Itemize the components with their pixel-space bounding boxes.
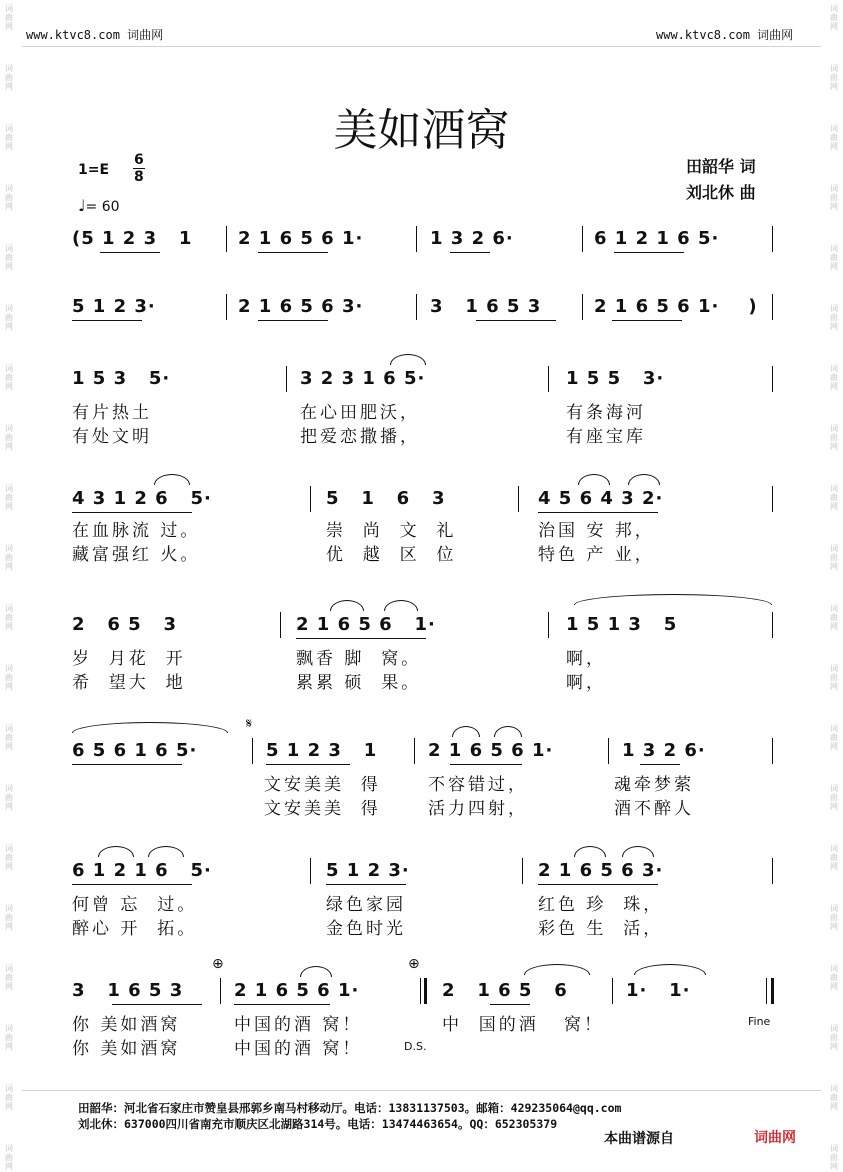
watermark-text: 词 曲 网: [5, 784, 13, 811]
slur-arc: [148, 846, 184, 857]
measure: 5 1 2 3·: [72, 296, 156, 317]
watermark-text: 词 曲 网: [5, 1144, 13, 1171]
composer-credit: 刘北休 曲: [686, 183, 756, 202]
repeat-barline: [420, 978, 421, 1004]
watermark-text: 词 曲 网: [5, 4, 13, 31]
lyric-verse2: 啊，: [566, 673, 606, 693]
watermark-text: 词 曲 网: [5, 184, 13, 211]
lyric-verse1: 文安美美 得: [264, 775, 381, 795]
measure: 2 1 6 5 6 3·: [238, 296, 364, 317]
lyric-verse2: 藏富强红 火。: [72, 545, 201, 565]
watermark-text: 词 曲 网: [830, 904, 838, 931]
watermark-text: 词 曲 网: [5, 724, 13, 751]
measure: 2 1 6 5 6 1·: [238, 228, 364, 249]
watermark-text: 词 曲 网: [830, 604, 838, 631]
barline: [772, 738, 773, 764]
lyric-verse2: 酒不醉人: [614, 799, 694, 819]
measure: 2 1 6 5 6 1·: [234, 980, 360, 1001]
measure: (5 1 2 3 1: [72, 228, 193, 249]
composer-contact: 刘北休：637000四川省南充市顺庆区北湖路314号。电话：13474463654。QQ：652305379: [78, 1117, 558, 1131]
measure: 3 1 6 5 3: [72, 980, 184, 1001]
watermark-text: 词 曲 网: [830, 304, 838, 331]
slur-arc: [72, 722, 228, 733]
watermark-text: 词 曲 网: [5, 1024, 13, 1051]
barline: [772, 294, 773, 320]
watermark-text: 词 曲 网: [5, 964, 13, 991]
beam-underline: [538, 884, 658, 885]
watermark-text: 词 曲 网: [5, 424, 13, 451]
lyric-verse2: 特色 产 业，: [538, 545, 655, 565]
measure: 1 5 3 5·: [72, 368, 171, 389]
source-brand-link[interactable]: 词曲网: [754, 1130, 796, 1146]
lyric-verse1: 你 美如酒窝: [72, 1015, 181, 1035]
slur-arc: [578, 474, 610, 485]
meter-numerator: 6: [134, 152, 144, 168]
measure: 5 1 2 3 1: [266, 740, 378, 761]
lyric-verse2: 活力四射，: [428, 799, 528, 819]
lyric-verse2: 醉心 开 拓。: [72, 919, 198, 939]
lyric-verse1: 崇 尚 文 礼: [326, 521, 457, 541]
ds-marking: D.S.: [404, 1040, 427, 1053]
measure: 5 1 2 3·: [326, 860, 410, 881]
lyric-verse1: 红色 珍 珠，: [538, 895, 664, 915]
fine-marking: Fine: [748, 1015, 771, 1028]
header-divider: [22, 46, 821, 47]
measure: 2 1 6 5 6: [442, 980, 568, 1001]
slur-arc: [494, 726, 522, 737]
lyric-verse2: 有处文明: [72, 427, 152, 447]
watermark-text: 词 曲 网: [830, 4, 838, 31]
lyric-verse1: 不容错过，: [428, 775, 528, 795]
slur-arc: [154, 474, 190, 485]
tempo-marking: [78, 196, 120, 215]
barline: [310, 486, 311, 512]
slur-arc: [452, 726, 480, 737]
barline: [582, 294, 583, 320]
key-signature: 1=E: [78, 162, 110, 178]
watermark-text: 词 曲 网: [830, 1024, 838, 1051]
lyric-verse1: 绿色家园: [326, 895, 406, 915]
repeat-barline-thick: [424, 978, 427, 1004]
watermark-text: 词 曲 网: [5, 604, 13, 631]
source-label: 本曲谱源自: [604, 1131, 674, 1147]
barline: [226, 294, 227, 320]
watermark-text: 词 曲 网: [5, 244, 13, 271]
measure: 3 2 3 1 6 5·: [300, 368, 426, 389]
measure: 6 1 2 1 6 5·: [72, 860, 212, 881]
lyric-verse2: 优 越 区 位: [326, 545, 457, 565]
barline: [548, 366, 549, 392]
watermark-text: 词 曲 网: [830, 664, 838, 691]
barline: [772, 612, 773, 638]
barline: [772, 858, 773, 884]
lyric-verse1: 中 国的酒 窝！: [442, 1015, 605, 1035]
header-right-site[interactable]: www.ktvc8.com 词曲网: [656, 28, 794, 42]
lyric-verse2: 中国的酒 窝！: [234, 1039, 363, 1059]
watermark-text: 词 曲 网: [5, 844, 13, 871]
slur-arc: [330, 600, 364, 611]
measure: 2 1 6 5 6 1·: [428, 740, 554, 761]
barline: [608, 738, 609, 764]
lyric-verse1: 魂牵梦萦: [614, 775, 694, 795]
lyric-verse1: 啊，: [566, 649, 606, 669]
lyric-verse1: 在血脉流 过。: [72, 521, 201, 541]
measure: 1 5 1 3 5: [566, 614, 678, 635]
barline: [220, 978, 221, 1004]
watermark-text: 词 曲 网: [830, 244, 838, 271]
beam-underline: [72, 884, 192, 885]
slur-arc: [384, 600, 418, 611]
lyric-verse2: 你 美如酒窝: [72, 1039, 181, 1059]
watermark-text: 词 曲 网: [830, 724, 838, 751]
beam-underline: [612, 320, 682, 321]
slur-arc: [634, 964, 706, 975]
beam-underline: [112, 1004, 202, 1005]
lyric-verse2: 文安美美 得: [264, 799, 381, 819]
beam-underline: [450, 252, 490, 253]
beam-underline: [72, 512, 192, 513]
slur-arc: [574, 846, 606, 857]
lyric-verse2: 金色时光: [326, 919, 406, 939]
lyric-verse1: 岁 月花 开: [72, 649, 186, 669]
beam-underline: [296, 638, 426, 639]
measure: 1 3 2 6·: [430, 228, 514, 249]
watermark-text: 词 曲 网: [830, 184, 838, 211]
watermark-text: 词 曲 网: [5, 484, 13, 511]
final-barline: [766, 978, 767, 1004]
tempo-value: = 60: [85, 199, 120, 215]
quarter-note-icon: ♩: [78, 196, 86, 215]
beam-underline: [258, 320, 328, 321]
measure: 2 1 6 5 6 3·: [538, 860, 664, 881]
barline: [518, 486, 519, 512]
final-barline-thick: [771, 978, 774, 1004]
measure: 5 1 6 3: [326, 488, 446, 509]
right-watermark-strip: [825, 0, 843, 1172]
lyric-verse1: 治国 安 邦，: [538, 521, 655, 541]
lyric-verse1: 中国的酒 窝！: [234, 1015, 363, 1035]
beam-underline: [326, 884, 406, 885]
lyric-verse2: 把爱恋撒播，: [300, 427, 420, 447]
measure: 3 1 6 5 3: [430, 296, 542, 317]
watermark-text: 词 曲 网: [830, 544, 838, 571]
segno-icon: 𝄋: [246, 716, 253, 732]
slur-arc: [300, 966, 332, 977]
measure: 4 3 1 2 6 5·: [72, 488, 212, 509]
lyric-verse2: 彩色 生 活，: [538, 919, 664, 939]
barline: [414, 738, 415, 764]
lyricist-contact: 田韶华：河北省石家庄市赞皇县邢郭乡南马村移动厅。电话：13831137503。邮箱：429235064@qq.com: [78, 1101, 622, 1115]
coda-icon: ⊕: [408, 956, 420, 972]
watermark-text: 词 曲 网: [830, 784, 838, 811]
barline: [416, 226, 417, 252]
barline: [772, 226, 773, 252]
lyric-verse1: 飘香 脚 窝。: [296, 649, 422, 669]
beam-underline: [258, 252, 328, 253]
watermark-text: 词 曲 网: [5, 364, 13, 391]
measure: 6 1 2 1 6 5·: [594, 228, 720, 249]
slur-arc: [622, 846, 654, 857]
watermark-text: 词 曲 网: [830, 964, 838, 991]
watermark-text: 词 曲 网: [830, 484, 838, 511]
watermark-text: 词 曲 网: [5, 64, 13, 91]
lyric-verse2: 希 望大 地: [72, 673, 186, 693]
measure: 6 5 6 1 6 5·: [72, 740, 198, 761]
watermark-text: 词 曲 网: [830, 124, 838, 151]
lyric-verse2: 有座宝库: [566, 427, 646, 447]
watermark-text: 词 曲 网: [830, 1144, 838, 1171]
song-title: 美如酒窝: [333, 105, 510, 156]
beam-underline: [614, 252, 684, 253]
coda-icon: ⊕: [212, 956, 224, 972]
barline: [310, 858, 311, 884]
watermark-text: 词 曲 网: [5, 664, 13, 691]
watermark-text: 词 曲 网: [5, 304, 13, 331]
barline: [548, 612, 549, 638]
slur-arc: [628, 474, 660, 485]
watermark-text: 词 曲 网: [830, 844, 838, 871]
beam-underline: [234, 1004, 330, 1005]
time-signature: [133, 152, 145, 185]
barline: [522, 858, 523, 884]
barline: [416, 294, 417, 320]
barline: [612, 978, 613, 1004]
beam-underline: [72, 764, 182, 765]
barline: [772, 486, 773, 512]
slur-arc: [390, 354, 426, 365]
watermark-text: 词 曲 网: [5, 1084, 13, 1111]
measure: 1 3 2 6·: [622, 740, 706, 761]
left-watermark-strip: [0, 0, 18, 1172]
lyric-verse1: 在心田肥沃，: [300, 403, 420, 423]
header-left-site[interactable]: www.ktvc8.com 词曲网: [26, 28, 164, 42]
beam-underline: [266, 764, 350, 765]
beam-underline: [100, 252, 160, 253]
watermark-text: 词 曲 网: [5, 544, 13, 571]
measure: 2 1 6 5 6 1·: [296, 614, 436, 635]
slur-arc: [574, 594, 772, 605]
watermark-text: 词 曲 网: [830, 1084, 838, 1111]
beam-underline: [476, 320, 556, 321]
beam-underline: [450, 764, 522, 765]
measure: 2 1 6 5 6 1· ): [594, 296, 758, 317]
lyric-verse2: 累累 硕 果。: [296, 673, 422, 693]
lyric-verse1: 有片热土: [72, 403, 152, 423]
measure: 1· 1·: [626, 980, 691, 1001]
measure: 4 5 6 4 3 2·: [538, 488, 664, 509]
slur-arc: [98, 846, 134, 857]
watermark-text: 词 曲 网: [830, 64, 838, 91]
beam-underline: [490, 1004, 530, 1005]
watermark-text: 词 曲 网: [5, 904, 13, 931]
beam-underline: [72, 320, 142, 321]
slur-arc: [524, 964, 590, 975]
barline: [226, 226, 227, 252]
barline: [582, 226, 583, 252]
beam-underline: [640, 764, 680, 765]
meter-denominator: 8: [134, 169, 144, 185]
barline: [280, 612, 281, 638]
barline: [772, 366, 773, 392]
measure: 2 6 5 3: [72, 614, 177, 635]
watermark-text: 词 曲 网: [830, 424, 838, 451]
barline: [286, 366, 287, 392]
watermark-text: 词 曲 网: [830, 364, 838, 391]
watermark-text: 词 曲 网: [5, 124, 13, 151]
beam-underline: [538, 512, 658, 513]
lyricist-credit: 田韶华 词: [686, 157, 756, 176]
lyric-verse1: 有条海河: [566, 403, 646, 423]
barline: [252, 738, 253, 764]
lyric-verse1: 何曾 忘 过。: [72, 895, 198, 915]
measure: 1 5 5 3·: [566, 368, 665, 389]
footer-divider: [22, 1090, 821, 1091]
